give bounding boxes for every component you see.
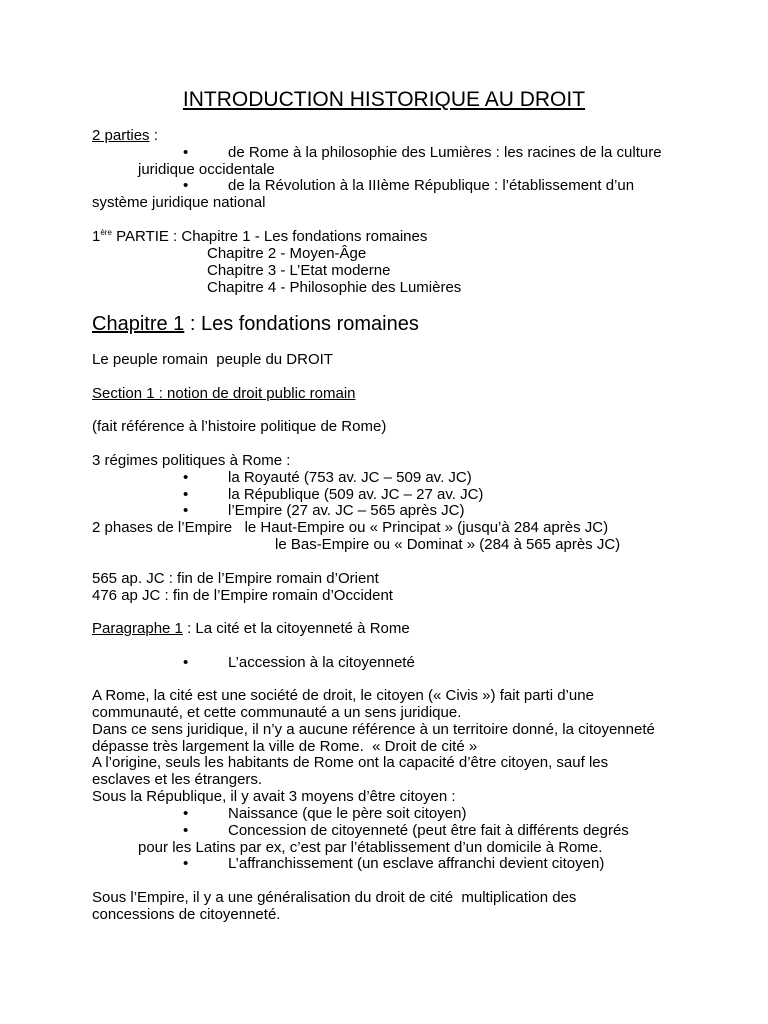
phases-line-2: le Bas-Empire ou « Dominat » (284 à 565 après JC) (275, 536, 621, 553)
chapter-label: Chapitre 1 (92, 313, 185, 335)
paragraph-1-label: Paragraphe 1 (92, 620, 183, 637)
means-item: Naissance (que le père soit citoyen) (228, 805, 467, 822)
bullet: • (183, 805, 189, 822)
empire-line-2: concessions de citoyenneté. (92, 906, 281, 923)
section-1-heading: Section 1 : notion de droit public romain (92, 385, 356, 402)
body-line: Sous la République, il y avait 3 moyens d’être citoyen : (92, 788, 456, 805)
bullet: • (183, 144, 189, 161)
part-2-text: de la Révolution à la IIIème République : l’établissement d’un (228, 177, 635, 194)
plan-chapter-3: Chapitre 3 - L’Etat moderne (207, 262, 391, 279)
bullet: • (183, 654, 189, 671)
part-1-text-cont: juridique occidentale (138, 161, 275, 178)
bullet: • (183, 469, 189, 486)
plan-num: 1 (92, 228, 101, 245)
phases-line-1: 2 phases de l’Empire le Haut-Empire ou « Principat » (jusqu’à 284 après JC) (92, 519, 609, 536)
reference-note: (fait référence à l’histoire politique de Rome) (92, 418, 387, 435)
paragraph-1-rest: : La cité et la citoyenneté à Rome (182, 620, 410, 637)
chapter-heading (92, 312, 419, 336)
body-line: A Rome, la cité est une société de droit, le citoyen (« Civis ») fait parti d’une (92, 687, 594, 704)
regime-item: la Royauté (753 av. JC – 509 av. JC) (228, 469, 472, 486)
part-1-text: de Rome à la philosophie des Lumières : les racines de la culture (228, 144, 662, 161)
document-title: INTRODUCTION HISTORIQUE AU DROIT (182, 88, 586, 111)
regime-item: l’Empire (27 av. JC – 565 après JC) (228, 502, 465, 519)
intro-line: Le peuple romain peuple du DROIT (92, 351, 333, 368)
plan-heading (92, 228, 427, 245)
body-line: dépasse très largement la ville de Rome. « Droit de cité » (92, 738, 478, 755)
bullet: • (183, 855, 189, 872)
plan-chapter-2: Chapitre 2 - Moyen-Âge (207, 245, 367, 262)
means-item: L’affranchissement (un esclave affranchi devient citoyen) (228, 855, 605, 872)
plan-chapter-4: Chapitre 4 - Philosophie des Lumières (207, 279, 462, 296)
body-line: esclaves et les étrangers. (92, 771, 263, 788)
means-item: Concession de citoyenneté (peut être fait à différents degrés (228, 822, 629, 839)
paragraph-1-heading (92, 620, 410, 637)
regime-item: la République (509 av. JC – 27 av. JC) (228, 486, 484, 503)
parts-heading (92, 127, 158, 144)
chapter-rest: : Les fondations romaines (184, 313, 419, 335)
bullet: • (183, 502, 189, 519)
accession-item: L’accession à la citoyenneté (228, 654, 415, 671)
plan-sup: ère (100, 228, 112, 237)
body-line: Dans ce sens juridique, il n’y a aucune référence à un territoire donné, la citoyenneté (92, 721, 655, 738)
bullet: • (183, 822, 189, 839)
parts-label-suffix: : (149, 127, 158, 144)
bullet: • (183, 486, 189, 503)
means-item-cont: pour les Latins par ex, c’est par l’établissement d’un domicile à Rome. (138, 839, 603, 856)
end-west: 476 ap JC : fin de l’Empire romain d’Occident (92, 587, 393, 604)
body-line: A l’origine, seuls les habitants de Rome ont la capacité d’être citoyen, sauf les (92, 754, 609, 771)
empire-line-1: Sous l’Empire, il y a une généralisation du droit de cité multiplication des (92, 889, 577, 906)
regimes-heading: 3 régimes politiques à Rome : (92, 452, 291, 469)
bullet: • (183, 177, 189, 194)
end-east: 565 ap. JC : fin de l’Empire romain d’Orient (92, 570, 379, 587)
body-line: communauté, et cette communauté a un sens juridique. (92, 704, 462, 721)
parts-label: 2 parties (92, 127, 150, 144)
part-2-text-cont: système juridique national (92, 194, 266, 211)
plan-heading-text: PARTIE : Chapitre 1 - Les fondations romaines (111, 228, 428, 245)
